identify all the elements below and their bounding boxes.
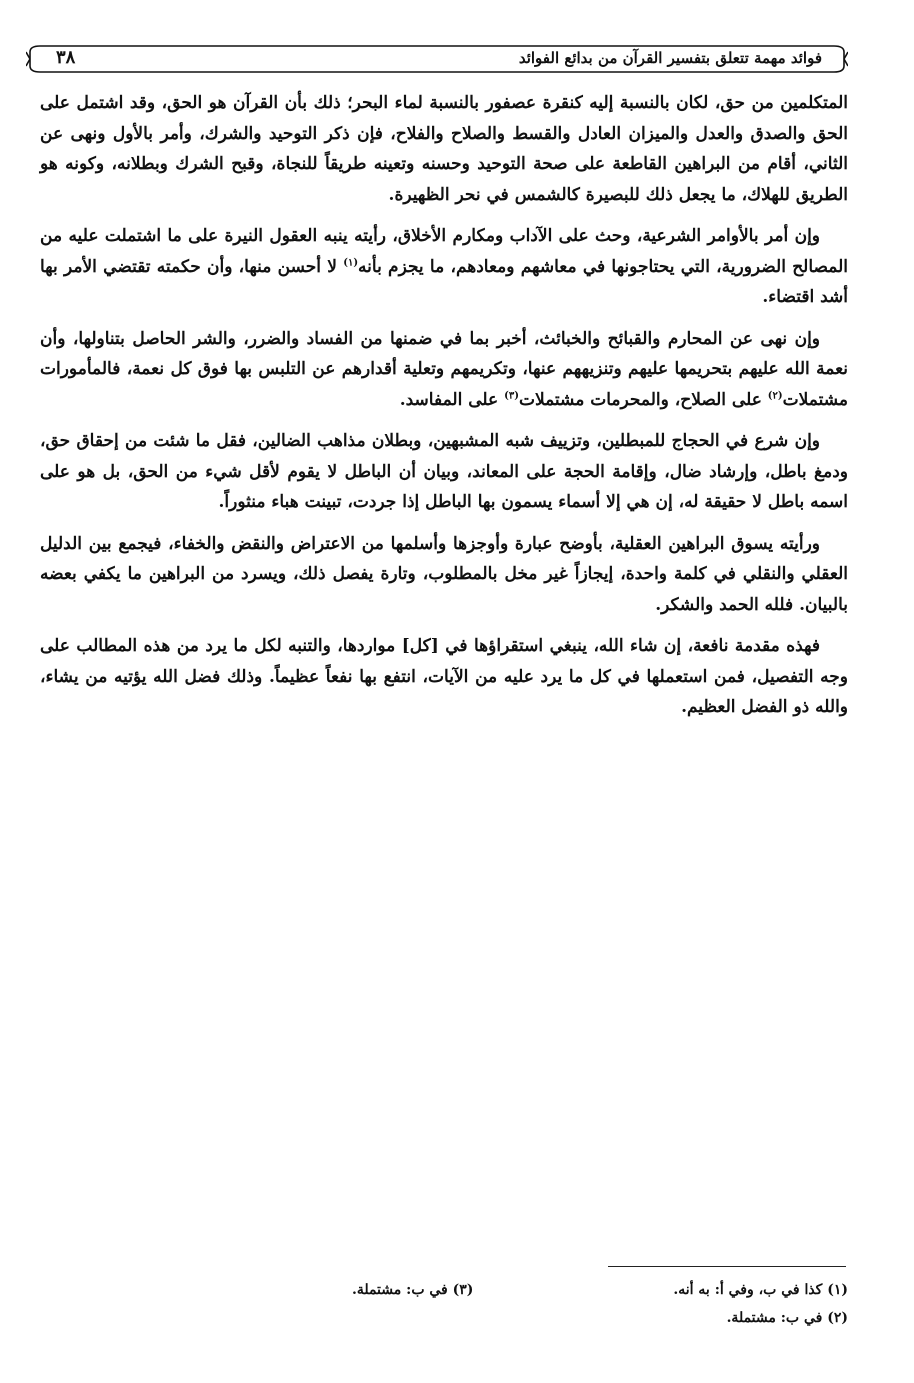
- footnote-row: [40, 1304, 848, 1332]
- footnote-1: (١) كذا في ب، وفي أ: به أنه.: [673, 1282, 848, 1298]
- page-header: [26, 44, 848, 74]
- page-number: ٣٨: [56, 47, 76, 68]
- footnote-marker: (٣): [504, 389, 519, 401]
- paragraph: وإن شرع في الحجاج للمبطلين، وتزييف شبه المشبهين، وبطلان مذاهب الضالين، فقل ما شئت من إحقاق حق، ودمغ باطل، وإرشاد ضال، وإقامة الحجة على المعاند، وبيان أن الباطل لا يقوم لأقل شيء من الحق، بل هو على اسمه باطل لا حقيقة له، إن هي إلا أسماء يسمون بها الباطل إذا جردت، تبينت هباء منثوراً.: [40, 431, 848, 512]
- paragraph: فهذه مقدمة نافعة، إن شاء الله، ينبغي استقراؤها في [كل] مواردها، والتنبه لكل ما يرد من هذه المطالب على وجه التفصيل، فمن استعملها في كل ما يرد عليه من الآيات، انتفع بها نفعاً عظيماً. وذلك فضل الله يؤتيه من يشاء، والله ذو الفضل العظيم.: [40, 636, 848, 717]
- paragraph: وإن نهى عن المحارم والقبائح والخبائث، أخبر بما في ضمنها من الفساد والضرر، والشر الحاصل بتناولها، وأن نعمة الله عليهم بتحريمها عليهم وتنزيههم عنها، وتكريمهم وتعلية أقدارهم عن التلبس بها فوق كل نعمة، فالمأمورات مشتملات$^{(٢)}$ على الصلاح، والمحرمات مشتملات$^{(٣)}$ على المفاسد.: [40, 328, 848, 410]
- footnote-3: (٣) في ب: مشتملة.: [351, 1282, 474, 1298]
- main-text: [40, 88, 848, 734]
- footnote-2: (٢) في ب: مشتملة.: [726, 1310, 848, 1326]
- footnote-marker: (١): [343, 256, 359, 268]
- footnote-separator: [608, 1266, 846, 1267]
- footnotes: [40, 1276, 848, 1332]
- paragraph: المتكلمين من حق، لكان بالنسبة إليه كنقرة عصفور بالنسبة لماء البحر؛ ذلك بأن القرآن هو الحق، وقد اشتمل على الحق والصدق والعدل والميزان العادل والقسط والصلاح والفلاح، فإن ذكر التوحيد والشرك، وأمر بالأول ونهى عن الثاني، أقام من البراهين القاطعة على صحة التوحيد وحسنه وتعينه طريقاً للنجاة، وقبح الشرك وبطلانه، وكونه هو الطريق للهلاك، ما يجعل ذلك للبصيرة كالشمس في نحر الظهيرة.: [40, 93, 848, 205]
- footnote-marker: (٢): [767, 389, 783, 401]
- running-title: فوائد مهمة تتعلق بتفسير القرآن من بدائع الفوائد: [518, 49, 822, 67]
- paragraph: وإن أمر بالأوامر الشرعية، وحث على الآداب ومكارم الأخلاق، رأيته ينبه العقول النيرة على ما اشتملت عليه من المصالح الضرورية، التي يحتاجونها في معاشهم ومعادهم، ما يجزم بأنه$^{(١)}$ لا أحسن منها، وأن حكمته تقتضي الأمر بها أشد اقتضاء.: [40, 226, 849, 307]
- paragraph: ورأيته يسوق البراهين العقلية، بأوضح عبارة وأوجزها وأسلمها من الاعتراض والنقض والخفاء، فيجمع بين الدليل العقلي والنقلي في كلمة واحدة، إيجازاً غير مخل بالمطلوب، وتارة يفصل ذلك، ويسرد من البراهين ما يكفي بعضه بالبيان. فلله الحمد والشكر.: [40, 533, 848, 615]
- footnote-row: [40, 1276, 848, 1304]
